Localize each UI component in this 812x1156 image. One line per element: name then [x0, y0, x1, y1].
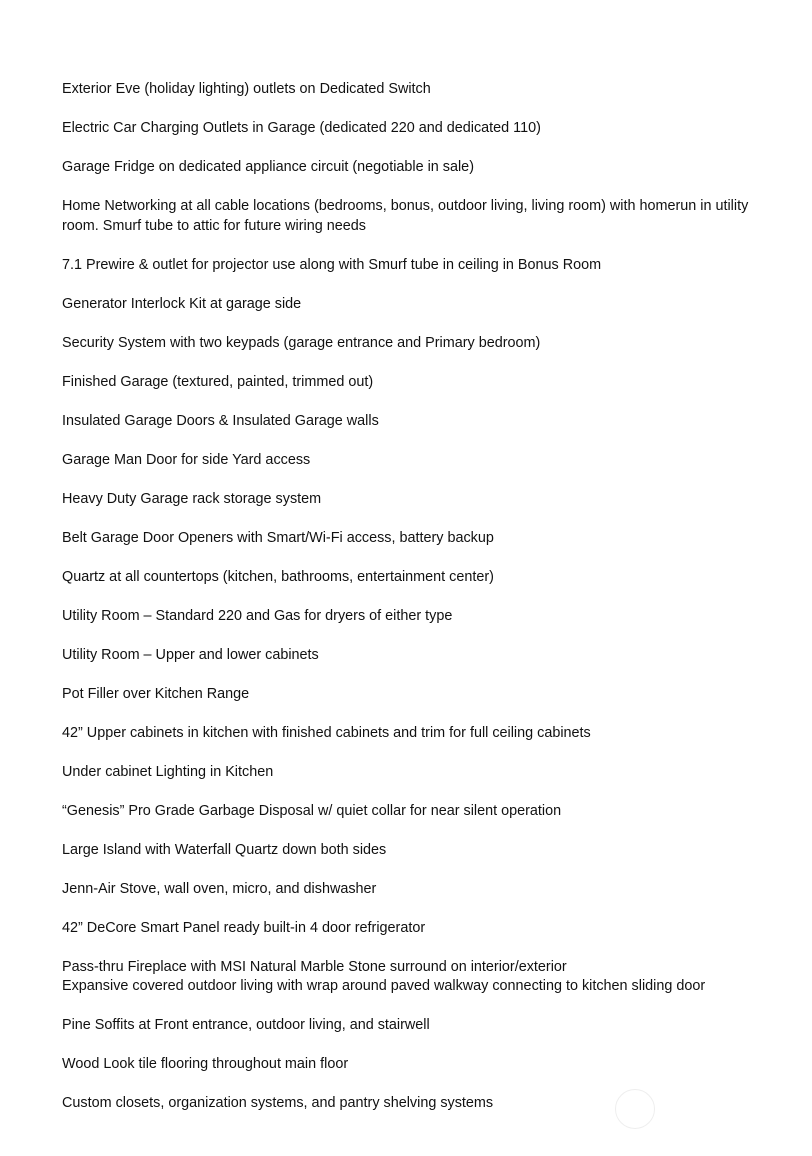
feature-item [62, 80, 792, 100]
feature-text: Jenn-Air Stove, wall oven, micro, and dishwasher [62, 880, 377, 897]
feature-item [62, 529, 792, 549]
feature-item [62, 1094, 792, 1114]
feature-text: Utility Room – Upper and lower cabinets [62, 646, 319, 663]
feature-item [62, 158, 792, 178]
feature-text: Expansive covered outdoor living with wrap around paved walkway connecting to kitchen sliding door [62, 978, 706, 994]
feature-item [62, 451, 792, 471]
feature-text: Wood Look tile flooring throughout main floor [62, 1056, 349, 1072]
feature-item [62, 958, 792, 997]
feature-item [62, 880, 792, 900]
feature-text: Generator Interlock Kit at garage side [62, 295, 302, 312]
feature-item [62, 607, 792, 627]
feature-item [62, 724, 792, 744]
feature-item [62, 568, 792, 588]
feature-item [62, 1016, 792, 1036]
feature-item [62, 334, 792, 354]
feature-text: Under cabinet Lighting in Kitchen [62, 763, 274, 780]
feature-text: Pot Filler over Kitchen Range [62, 685, 250, 702]
feature-item [62, 685, 792, 705]
feature-text: Electric Car Charging Outlets in Garage (dedicated 220 and dedicated 110) [62, 120, 541, 136]
feature-item [62, 256, 792, 276]
feature-text: Garage Fridge on dedicated appliance circuit (negotiable in sale) [62, 159, 474, 175]
feature-item [62, 802, 792, 822]
feature-item [62, 763, 792, 783]
feature-item [62, 919, 792, 939]
feature-text: Security System with two keypads (garage entrance and Primary bedroom) [62, 334, 541, 351]
feature-item [62, 841, 792, 861]
feature-item [62, 197, 792, 236]
feature-text: 7.1 Prewire & outlet for projector use along with Smurf tube in ceiling in Bonus Room [62, 256, 602, 273]
feature-text: Utility Room – Standard 220 and Gas for dryers of either type [62, 607, 453, 624]
feature-text: Custom closets, organization systems, and pantry shelving systems [62, 1095, 494, 1111]
feature-text: Garage Man Door for side Yard access [62, 451, 311, 468]
feature-text: Quartz at all countertops (kitchen, bathrooms, entertainment center) [62, 568, 494, 585]
feature-text: “Genesis” Pro Grade Garbage Disposal w/ quiet collar for near silent operation [62, 802, 562, 819]
feature-text: Large Island with Waterfall Quartz down both sides [62, 841, 387, 858]
feature-item [62, 490, 792, 510]
feature-text: Home Networking at all cable locations (bedrooms, bonus, outdoor living, living room) with homerun in utility [62, 198, 749, 214]
feature-list [62, 80, 792, 1133]
feature-text: 42” DeCore Smart Panel ready built-in 4 door refrigerator [62, 919, 426, 936]
feature-text: room. Smurf tube to attic for future wiring needs [62, 217, 366, 234]
feature-text: Exterior Eve (holiday lighting) outlets on Dedicated Switch [62, 81, 431, 97]
feature-item [62, 119, 792, 139]
feature-item [62, 646, 792, 666]
feature-item [62, 295, 792, 315]
feature-text: Insulated Garage Doors & Insulated Garage walls [62, 412, 379, 429]
feature-text: Finished Garage (textured, painted, trimmed out) [62, 373, 374, 390]
feature-text: Pine Soffits at Front entrance, outdoor living, and stairwell [62, 1017, 430, 1033]
feature-text: Belt Garage Door Openers with Smart/Wi-Fi access, battery backup [62, 529, 494, 546]
feature-text: Pass-thru Fireplace with MSI Natural Marble Stone surround on interior/exterior [62, 958, 567, 975]
feature-text: 42” Upper cabinets in kitchen with finished cabinets and trim for full ceiling cabinets [62, 724, 591, 741]
feature-text: Heavy Duty Garage rack storage system [62, 490, 322, 507]
circle-watermark-icon [615, 1089, 655, 1129]
feature-item [62, 373, 792, 393]
feature-item [62, 412, 792, 432]
feature-item [62, 1055, 792, 1075]
